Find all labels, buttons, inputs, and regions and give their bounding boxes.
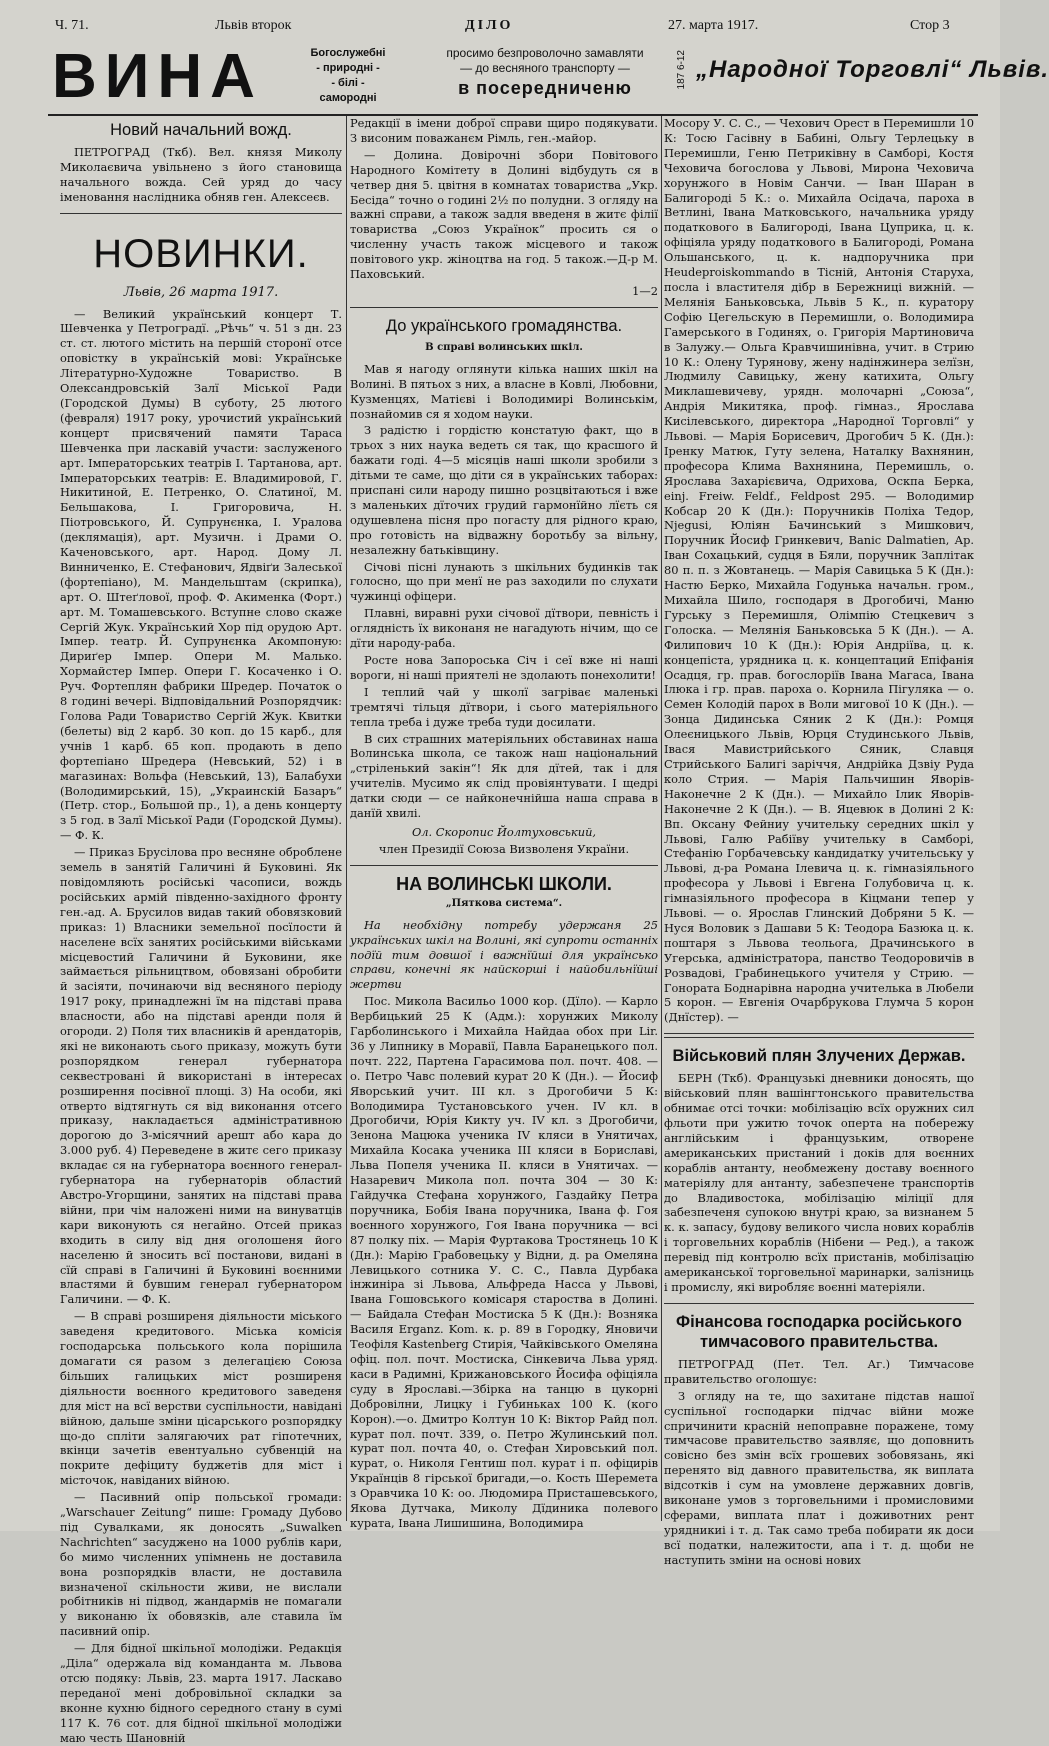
- article-number: 1—2: [632, 283, 658, 298]
- city-day: Львів второк: [215, 18, 292, 33]
- newspaper-name: ДІЛО: [465, 18, 514, 33]
- ad-kind: самородні: [319, 92, 377, 104]
- headline-hromadianstvo: До українського громадянства.: [385, 316, 623, 335]
- article-intro: На необхідну потребу удержаня 25 українських шкіл на Волині, які супроти останніх подїй тим довшої і важнїйші для українсько справи, конечні як найскорші і найобильнїйші жертви: [350, 917, 658, 992]
- ad-mid-line: просимо безпроволочно замавляти: [446, 46, 644, 60]
- article-text: З огляду на те, що захитане підстав нашої суспільної господарки підчас війни може спричинити красній непоправне пораженe, тому тимчасове правительство заявляє, що доповнить совісно без змін всїх грошевих зобовязань, які перенято від давного правительства, як виплата відсотків і сум на умовлене державних довгів, виконане умов з торговельними і промисловими сферами, виплата плат і доживотних рент урядникиі і т. д. Так само треба побирати як доси всї податки, належитости, апа і т. д. щоби не наступить зміни на основі нових: [664, 1388, 974, 1567]
- issue-date: 27. марта 1917.: [668, 18, 759, 33]
- article-text: В сих страшних матеріяльних обставинах наша Волинська школа, се також наш національний „стріленький закін“! Як для дїтей, так і для учителів. Мусимо як слід провіянтувати. І щедрі датки сюди — се найконечнійша наша справа в данїй хвилі.: [350, 731, 658, 821]
- wine-advertisement: [48, 42, 1049, 116]
- article-text: БЕРН (Ткб). Французькі дневники доносять, що військовий плян вашінгтонського правительства обнимає отсі точки: мобілізацію всїх оружних сил фльоти при ужитю точок оперта на побережу англійським і французьким, отворене американських пристаний і доків для воєнних кораблів антанту, необмежену доставу воєнного матеріялу для антанту, забезпечене транспортів до Владивостока, мобілізацію міліції для забезпеченя супокою внутрі краю, за визнанем 5 к. к. запасу, будову великого числа нових кораблів і торговельних кораблів (Нібени — Ред.), а також перевід під контролю всїх пристанів, мобілізацію американської торговельної маринарки, залізниць і промислу, які виробляє воєнні матеріяли.: [664, 1071, 974, 1294]
- column-1: [60, 116, 342, 1745]
- article-text: Росте нова Запороська Січ і сеї вже ні наші вороги, ні наші приятелі не здолають понехолити!: [350, 653, 658, 682]
- ad-phone: 187 6-12: [676, 50, 687, 90]
- signature: Ол. Скоропис Йолтуховський,: [411, 824, 597, 839]
- article-text: — Пасивний опір польської громади: „Warschauer Zeitung“ пише: Громаду Дубово під Сувалками, як доносять „Suwalken Nachrichten“ засуджено на 1000 рублів кари, бо мимо численних упімнень не доставила вона розпорядків власти, не доставила визначеної скільности живи, не вислали робітників ні підвод, жандармів не помагали у виконаню їх обовязків, але ставила їм пасивний опір.: [60, 1490, 342, 1639]
- headline-shkoly: НА ВОЛИНСЬКІ ШКОЛИ.: [396, 873, 612, 894]
- headline-plan: Військовий плян Злучених Держав.: [672, 1047, 966, 1066]
- column-rule: [661, 116, 662, 1521]
- page-header: [55, 18, 980, 38]
- ad-mid-line: в посередниченю: [458, 78, 632, 98]
- donation-list: Пос. Микола Васильо 1000 кор. (Дїлo). — Карло Вербицький 25 К (Адм.): хорунжих Миколу Гарболинського і Михайла Найдаа обох при Lir. 36 у Липнику в Моравії, Павла Баранецького пол. почт. 222, Партена Гарасимова пол. почт. 408. — о. Петро Чавс полевий курат 20 К (Дн.). — Йосиф Яворський учит. III кл. з Дрогобичи 5 К: Володимира Тустановського учен. IV кл. в Дрогобичи, Юрія Кикту уч. IV кл. з Дрогобичи, Зенона Мацюка ученика IV кляси в Унятичах, Михайла Косака ученика III кляси в Бориславі, Льва Попеля ученика II. кляси в Унятичах. — Назаревич Микола пол. почта 304 — 30 К: Гайдучка Стефана хорунжого, Газдайку Петра поручника, Бобія Івана поручника, Івана ф. Гоя воєнного хорунжого, Гоя Івана поручника — всі 87 полку піх. — Марія Фуртакова Тростянець 10 К (Дн.): Марію Грабовецьку у Відни, д. ра Омеляна Левицького сотника У. С. С., Павла Дурбака інжиніра зі Львова, Альфреда Насса у Львові, Івана Гошовського комісаря староства в Долині. — Байдала Стефан Мостиска 5 К (Дн.): Возняка Василя Erganz. Kom. к. р. 89 в Городку, Яновичи Теофіля Kastenberg Стирія, Чайківського Омеляна офіц. пол. почт. Мостиска, Сінкевича Льва уряд. каси в Радимні, Крижановського Йосифа офіціяла суду в Ярославі.—Збірка на танцю в цукорні Добровілни, Лицку і Губиньках 100 К. (кого Корон).—о. Дмитро Колтун 10 К: Віктор Райд пол. курат пол. почт. 339, о. Петро Жулинський пол. курат пол. почта 40, о. Стефан Хировський пол. курат, о. Николя Гентиш пол. курат і п. офіцирів Українців 8 гірської бригади,—о. Кость Шеремета з Оравчика 10 К: оо. Людомира Присташевського, Якова Дутчака, Миколу Дїдиника полевого курата, Івана Лишишина, Володимира: [350, 994, 658, 1530]
- article-text: Плавні, виравні рухи січової дїтвори, певність і оглядність їх виконаня не нагадують нічим, що се дїти народу-раба.: [350, 606, 658, 651]
- headline-finance: Фінансова господарка російського тимчасового правительства.: [675, 1312, 962, 1351]
- ad-company: „Народної Торговлі“ Львів.: [696, 56, 1049, 83]
- column-3: [664, 116, 974, 1567]
- ad-mid-line: — до весняного транспорту —: [460, 61, 630, 75]
- signature-title: член Президії Союза Визволеня України.: [378, 841, 630, 856]
- ad-kind: - природні -: [316, 62, 380, 74]
- divider: [350, 307, 658, 308]
- article-text: ПЕТРОГРАД (Ткб). Вел. князя Миколу Миколаєвича увільнено з його становища начального вожда. Сей уряд до часу іменовання наслідника обняв ген. Алексеєв.: [60, 145, 342, 204]
- article-text: — Долина. Довірочні збори Повітового Народного Комітету в Долині відбудуть ся в четвер дня 5. цвітня в комнатах товариства „Укр. Бесіда“ точно о годині 2½ по полудни. З огляду на важні справи, а також задля введеня в житє філії товариства „Союз Українок“ просить ся о численну участь також місцевого и також повітового укр. жіноцтва на год. 5 також.—Д-р М. Паховський.: [350, 147, 658, 282]
- page-number: Стор 3: [910, 18, 950, 33]
- ad-middle-text: [416, 46, 674, 100]
- subheadline: „Пяткова система“.: [445, 897, 563, 909]
- ad-kind: - білі -: [331, 77, 365, 89]
- article-text: — Для бідної шкільної молодіжи. Редакція „Діла“ одержала від команданта м. Львова отсю подяку: Львів, 23. марта 1917. Ласкаво переданої мені добровільної складки за вконне кухню бідного середного стану в сумі 117 К. 76 сот. для бідної шкільної молодіжи маю честь Шановній: [60, 1641, 342, 1745]
- column-2: [350, 116, 658, 1530]
- divider: [350, 865, 658, 866]
- donation-list: Мосору У. С. С., — Чехович Орест в Перемишли 10 К: Тосю Гасівну в Бабині, Ольгу Терлецьку в Перемишли, Геню Петриківну в Самборі, Костя Чеховича богослова у Львові, Мирона Чеховича хорунжого в Новім Санчи. — Іван Шаран в Балигороді 5 К.: о. Михайла Осідача, пароха в Ветлині, Івана Матковського, начальника уряду податкового в Балигороді, Івана Цуприка, ц. к. офіціяла уряду податкового в Балигороді, Романа Ольшанського, ц. к. надпоручника при Heudeproiskommando в Тісній, Антонія Старуха, посла і властителя дібр в Бережниці вижній. — Мелянія Баньковська, Львів 5 К., п. куратору Софію Цегельскую в Перемишли, о. Володимира Гамерського в Годинях, о. Григорія Мартиновича в Залужу.— Ольга Кравчишинівна, учит. в Стрию 10 К.: Олену Турянову, жену надінжинера зелїзн, Людмилу Савицьку, жену катихита, Ольгу Миклашевичеву, урядн. молочарні „Союза“, Андрія Микитяка, проф. гімназ., Ярослава Кисілевського, директора „Народної Торговлі“ у Львові. — Марія Борисевич, Дрогобич 5 К. (Дн.): Іренку Матюк, Гуту зелена, Наталку Вахнянин, професора Клима Вахнянина, Перемишль, о. Ярослава Захарієвича, Одрихова, Оскпа Берка, einj. Freiw. Feldf., Feldpost 295. — Володимир Кобсар 20 К (Дн.): Поручників Поліха Тедор, Njegusi, Юліян Бачинський з Мишкович, Поручник Йосиф Гринкевич, Banic Dalmatien, Ар. Іван Сохацький, судця в Бяли, поручник Заплітак 80 п. п. з Жовтанець. — Марія Савицька 5 К (Дн.): Настю Берко, Михайла Годунька начальн. гром., Михайла Шило, господаря в Дрогобичі, Маню Гурську з Перемишля, Олімпію Стецкевич з Голоска. — Мелянія Баньковська 5 К (Дн.). — А. Филипович 10 К (Дн.): Юрія Андріїва, ц. к. концепіста, урядника ц. к. концептаций Епіфанія Осадця, гр. прав. богослоріїв Івана Магаса, Івана Ілюка і гр. прав. пароха о. Корнила Пігуляка — о. Семен Колодій парох в Воли мигової 10 К (Дн.). — Зонца Дидинська Сяник 2 К (Дн.): Ромця Олеєницького Львів, Юрця Студинського Львів, Івася Мавистрийського Сяник, Славця Стрийського Балигі заріччя, Андрійка Дзвіу Руда коло Стрия. — Марія Пальчишин Яворів-Наконечне 2 К (Дн.). — Михайло Ілик Яворів-Наконечне 2 К (Дн.). — В. Яцевюк в Долині 2 К: Вп. Оксану Фейниу учительку середних шкіл у Львові, Галю Рабіїву учительку в Самборі, Стефанію Горбачевську кандидатку учительську у Львові, д-ра Романа Ілевича ц. к. гімназіяльного професора у Львові і Евгена Голубовича ц. к. гімназіяльного професора в Кіцмани тепер у Львові. — о. Ярослав Глинский Добряни 5 К. — Нуся Воловик з Дашави 5 К: Теодора Базюка ц. к. поштаря з Львова теольога, Драчинського в Угерська, адміністратора, панство Теодоровичів в Розвадові, Грабинецького учителя у Стрию. — Гонората Боднарівна народна учителька в Любели 5 корон. — Евгенія Очарбрукова Глумча 5 корон (Днїстер). —: [664, 116, 974, 1025]
- divider: [664, 1303, 974, 1304]
- dateline: Львів, 26 марта 1917.: [123, 284, 279, 300]
- article-text: — Великий український концерт Т. Шевченка у Петроградї. „Рѣчь“ ч. 51 з дн. 23 ст. ст. лютого містить на першій сторонї отсе оповістку в українській мові: Українське Літературно-Художне Товариство. В Олександровській Залї Міської Ради (Городской Думы) В суботу, 25 лютого (февраля) 1917 року, урочистий український концерт присвячений памяти Тараса Шевченка при ласкавій участи: заслуженого арт. Імператорських театрів І. Тартанова, арт. Імператорських театрів: Е. Владимировой, Г. Никитиной, Е. Петренко, О. Слатиної, М. Бельшакова, І. Григоровича, Н. Піотровського, Й. Супрунєнка, І. Уралова (деклямація), арт. Музичн. і Драми О. Каченовського, арт. Народ. Дому Л. Винниченко, Е. Стефанович, Ядвіґи Залеської (фортепіано), М. Мандельштам (скрипка), арт. О. Штеґлової, проф. Ф. Акименка (Форт.) арт. М. Томашевського. Вступне слово скаже Сергій Жук. Український Хор під орудою Арт. Імпер. театр. Й. Супрунєнка Акомпоную: Дириґер Імпер. Опери М. Малько. Хормайстер Імпер. Опери Г. Косаченко і О. Руч. Фортеплян фабрики Шредер. Початок о 8 годині вечері. Відповідальний Розпорядчик: Голова Ради Товариство Сергій Жук. Квитки (белеты) від 2 карб. 30 коп. до 15 карб., для учнів 1 карб. 65 коп. продають в депо фортепіано Шредера (Невський, 52) і в магазинах: Вольфа (Невський, 13), Балабухи (Володимирський, 15), „Украинскій Базаръ“ (Петр. стор., Большой пр., 1), а день концерту з 5 год. в Залї Міської Ради (Городской Думы). — Ф. К.: [60, 306, 342, 843]
- ad-kind: Богослужебні: [310, 47, 386, 59]
- issue-number: Ч. 71.: [55, 18, 89, 33]
- ad-wine-kinds: [284, 46, 412, 106]
- article-text: Січові пісні лунають з шкільних будинків так голосно, що при менї не раз заходили по слухати чужинці офіцери.: [350, 559, 658, 604]
- article-text: З радістю і гордістю констатую факт, що в трьох з них наука ведеть ся так, що красшого й бажати годі. 4—5 місяців наші школи зробили з дітьми те саме, що діти ся в українських таборах: приспані сили народу пишно розцвітаються і вже з маленьких дїточих грудий гармонїйно лїєть ся одушевлена пісня про погасту для рідного краю, про готовість на відважну боротьбу за вільну, незалежну батьківщину.: [350, 423, 658, 557]
- article-text: І теплий чай у школї загріває маленькі тремтячі тільця дїтвори, і сього матеріяльного тепла треба і дуже треба туди досилати.: [350, 684, 658, 729]
- divider: [664, 1033, 974, 1038]
- subheadline: В справі волинських шкіл.: [425, 341, 583, 353]
- headline-vozhd: Новий начальний вожд.: [110, 121, 292, 139]
- article-text: Мав я нагоду оглянути кілька наших шкіл на Волині. В пятьох з них, а власне в Ковлі, Любовни, Кузменцях, Матієві і Володимирі Волинськім, познайомив ся я ходом науки.: [350, 361, 658, 421]
- column-rule: [346, 116, 347, 1521]
- divider: [60, 213, 342, 214]
- article-text: Редакції в імени доброї справи щиро подякувати. З висоним поважанєм Рімль, ген.-майор.: [350, 116, 658, 145]
- article-text: — В справі розширеня діяльности міського заведеня кредитового. Міська комісія господарська польського кола порішила домагати ся разом з делегацією Союза більших галицьких міст розширеня діяльности воєнного кредитового заведеня для міст на всї верстви суспільности, навідані війною, дальше зміни цісарського розпорядку що-до спліти залягаючих рат гіпотечних, вкінци зачетів евентуально субвенцій на покрите дефіциту буджетів для міст і місточок, навіданих війною.: [60, 1309, 342, 1488]
- article-text: ПЕТРОГРАД (Пет. Тел. Аг.) Тимчасове правительство оголошує:: [664, 1356, 974, 1386]
- section-title-novynky: НОВИНКИ.: [93, 231, 309, 276]
- ad-vyna-title: ВИНА: [52, 42, 263, 111]
- article-text: — Приказ Брусілова про весняне оброблене земель в занятій Галичині й Буковині. Як повідомляють російські часописи, вождь російських армій південно-західного фронту ген.-ад. А. Брусилов видав такий обовязковий приказ: 1) Власники земельної посїлости й населене всїх занятих російськими військами місцевостий Галичини й Буковини, яке займається рільництвом, обовязані обробити й засіяти, починаючи від весняного періоду 1917 року, принадлежні їм на підставі права власности, або на підставі аренди поля й огороди. 2) Поля тих власників й арендаторів, які не виконають сього приказу, можуть бути розпорядком генерал губернатора секвестровані й використані в інтересах розширення посівної площі. 3) На особи, які отверто відтягнуть ся від виконання отсего приказу, накладається адміністративною дорогою до 3-місячний арешт або кара до 3.000 руб. 4) Переведене в житє сего приказу вкладає ся на губернатора воєнного генерал-губернатора на губернаторів областий Австро-Угорщини, занятих на підставі права війни, при чім наложені ними на винуватців кари виконують ся негайно. Отсей приказ входить в силу від дня оголошеня його населеню й зносить всї постанови, видані в сїй справі в Галичині й Буковині воєнними властями й бувшим генерал губернатором Галичини. — Ф. К.: [60, 845, 342, 1307]
